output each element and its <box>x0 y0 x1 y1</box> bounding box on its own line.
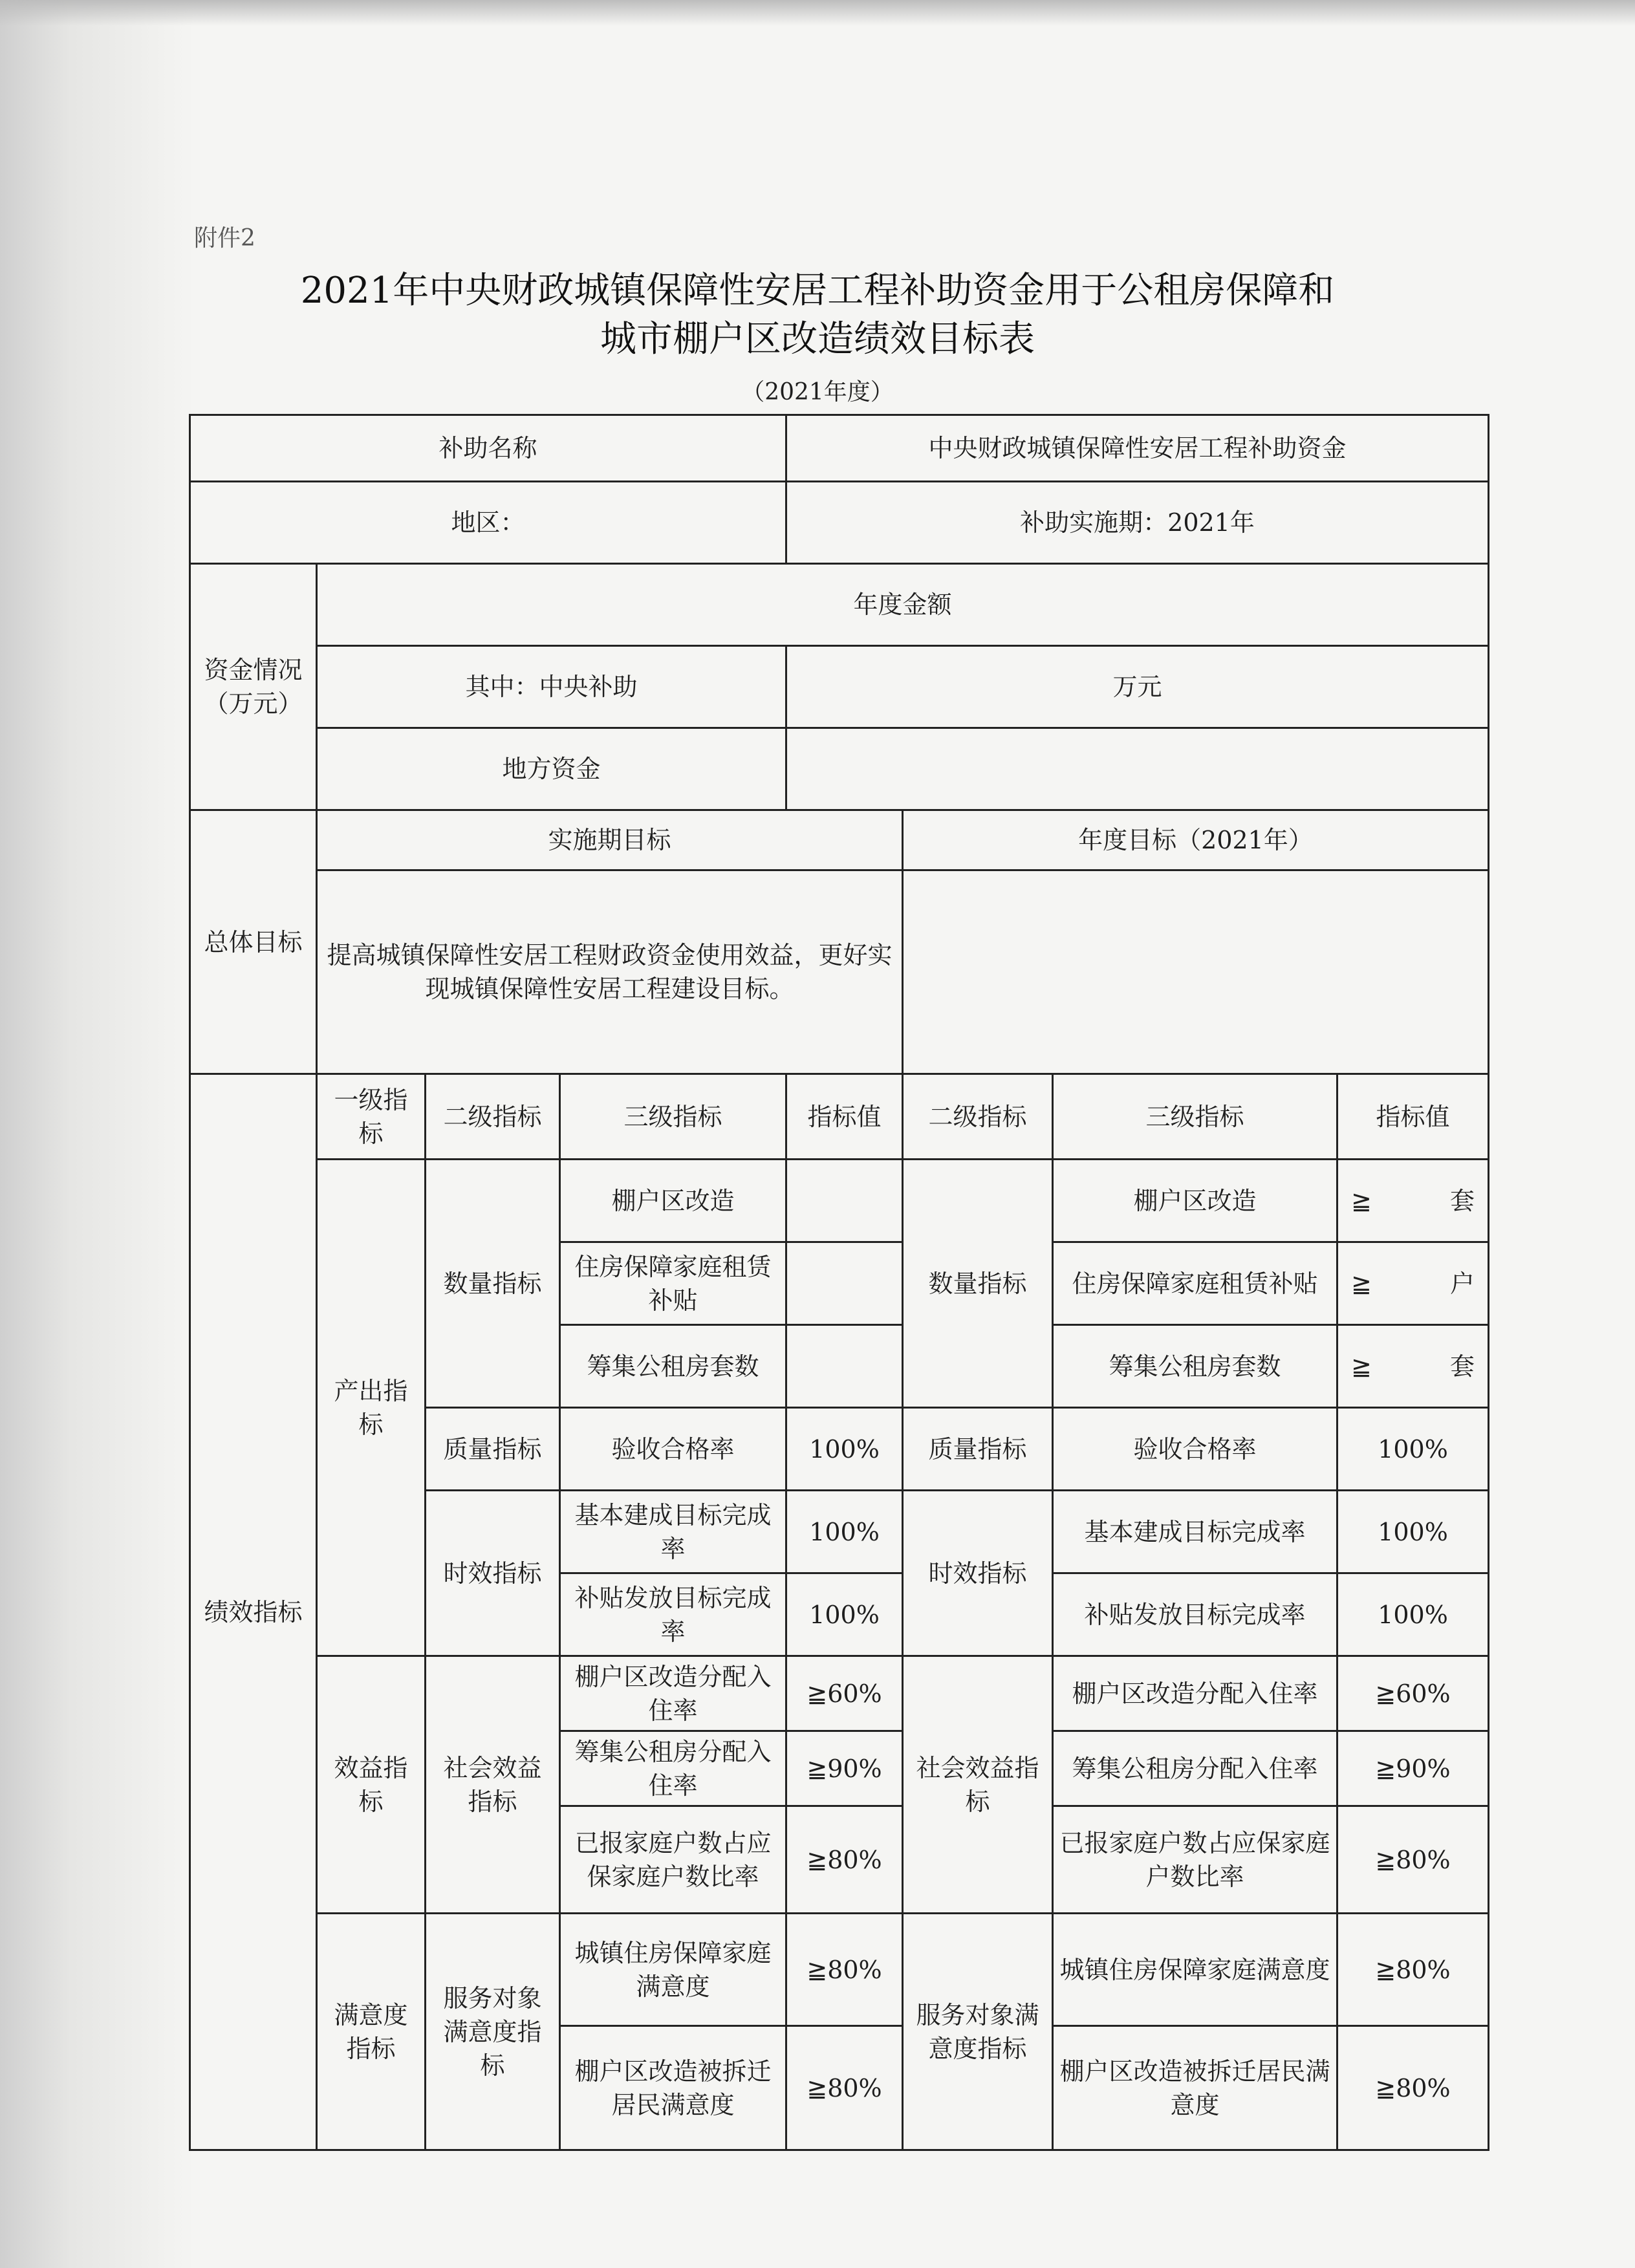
period-value-cell: ≧80% <box>786 1806 903 1914</box>
annual-quantity-indicators-label: 数量指标 <box>903 1160 1053 1408</box>
row-goal-content <box>190 870 1489 1074</box>
central-subsidy-label: 其中：中央补助 <box>317 646 786 728</box>
annual-value-cell: 100% <box>1337 1408 1489 1491</box>
level1-header: 一级指标 <box>317 1074 426 1160</box>
level2-header: 二级指标 <box>426 1074 560 1160</box>
output-indicators-label: 产出指标 <box>317 1160 426 1656</box>
table-row <box>190 1656 1489 1731</box>
annual-level3-cell: 验收合格率 <box>1053 1408 1337 1491</box>
annual-level3-cell: 筹集公租房套数 <box>1053 1325 1337 1408</box>
annual-level3-cell: 棚户区改造分配入住率 <box>1053 1656 1337 1731</box>
annual-level3-cell: 补贴发放目标完成率 <box>1053 1573 1337 1656</box>
gte-symbol: ≧ <box>1351 1269 1372 1298</box>
annual-value-header: 指标值 <box>1337 1074 1489 1160</box>
subsidy-name-value: 中央财政城镇保障性安居工程补助资金 <box>786 415 1489 482</box>
annual-quality-indicators-label: 质量指标 <box>903 1408 1053 1491</box>
period-value-cell <box>786 1160 903 1242</box>
unit-text: 套 <box>1450 1352 1475 1381</box>
row-subsidy-name <box>190 415 1489 482</box>
row-central-subsidy <box>190 646 1489 728</box>
funds-label: 资金情况（万元） <box>190 564 317 810</box>
satisfaction-indicators-label: 满意度指标 <box>317 1914 426 2150</box>
annual-value-cell: 100% <box>1337 1573 1489 1656</box>
annual-value-cell: ≧80% <box>1337 1806 1489 1914</box>
annual-value-cell: ≧80% <box>1337 2026 1489 2150</box>
period-level3-cell: 筹集公租房套数 <box>560 1325 786 1408</box>
period-goal-text: 提高城镇保障性安居工程财政资金使用效益，更好实现城镇保障性安居工程建设目标。 <box>317 870 903 1074</box>
period-value-cell: ≧80% <box>786 2026 903 2150</box>
annual-level3-cell: 住房保障家庭租赁补贴 <box>1053 1242 1337 1325</box>
row-goal-headers <box>190 810 1489 870</box>
timeliness-indicators-label: 时效指标 <box>426 1491 560 1656</box>
annual-value-cell <box>1337 1160 1489 1242</box>
period-value-cell: 100% <box>786 1408 903 1491</box>
unit-text: 套 <box>1450 1186 1475 1215</box>
table-row <box>190 1160 1489 1242</box>
overall-goal-label: 总体目标 <box>190 810 317 1074</box>
local-funds-label: 地方资金 <box>317 728 786 810</box>
annual-level3-cell: 基本建成目标完成率 <box>1053 1491 1337 1573</box>
annual-value-cell: ≧80% <box>1337 1914 1489 2026</box>
implementation-period: 补助实施期：2021年 <box>786 482 1489 564</box>
annual-level3-cell: 已报家庭户数占应保家庭户数比率 <box>1053 1806 1337 1914</box>
annual-level3-header: 三级指标 <box>1053 1074 1337 1160</box>
period-level3-cell: 筹集公租房分配入住率 <box>560 1731 786 1806</box>
benefit-indicators-label: 效益指标 <box>317 1656 426 1914</box>
local-funds-value <box>786 728 1489 810</box>
document-title-line-1: 2021年中央财政城镇保障性安居工程补助资金用于公租房保障和 <box>300 270 1335 312</box>
gte-symbol: ≧ <box>1351 1352 1372 1381</box>
period-level3-cell: 棚户区改造分配入住率 <box>560 1656 786 1731</box>
level3-header: 三级指标 <box>560 1074 786 1160</box>
annual-value-cell: 100% <box>1337 1491 1489 1573</box>
annual-amount-label: 年度金额 <box>317 564 1489 646</box>
document-title-line-2: 城市棚户区改造绩效目标表 <box>600 318 1035 360</box>
period-goal-header: 实施期目标 <box>317 810 903 870</box>
row-local-funds <box>190 728 1489 810</box>
period-value-cell: ≧60% <box>786 1656 903 1731</box>
region-label: 地区： <box>190 482 786 564</box>
period-value-cell <box>786 1242 903 1325</box>
annual-level3-cell: 棚户区改造 <box>1053 1160 1337 1242</box>
annual-value-cell <box>1337 1242 1489 1325</box>
central-subsidy-unit: 万元 <box>786 646 1489 728</box>
annual-goal-text <box>903 870 1489 1074</box>
period-level3-cell: 棚户区改造 <box>560 1160 786 1242</box>
period-value-cell: 100% <box>786 1573 903 1656</box>
annual-level2-header: 二级指标 <box>903 1074 1053 1160</box>
period-level3-cell: 验收合格率 <box>560 1408 786 1491</box>
row-indicator-headers <box>190 1074 1489 1160</box>
period-level3-cell: 城镇住房保障家庭满意度 <box>560 1914 786 2026</box>
subsidy-name-label: 补助名称 <box>190 415 786 482</box>
period-level3-cell: 已报家庭户数占应保家庭户数比率 <box>560 1806 786 1914</box>
performance-goal-table <box>189 414 1489 2151</box>
period-level3-cell: 住房保障家庭租赁补贴 <box>560 1242 786 1325</box>
annual-value-cell: ≧60% <box>1337 1656 1489 1731</box>
unit-text: 户 <box>1450 1269 1475 1298</box>
period-level3-cell: 基本建成目标完成率 <box>560 1491 786 1573</box>
quantity-indicators-label: 数量指标 <box>426 1160 560 1408</box>
annual-timeliness-indicators-label: 时效指标 <box>903 1491 1053 1656</box>
period-value-cell: 100% <box>786 1491 903 1573</box>
table-row <box>190 1914 1489 2026</box>
period-value-cell: ≧90% <box>786 1731 903 1806</box>
row-annual-amount <box>190 564 1489 646</box>
value-header: 指标值 <box>786 1074 903 1160</box>
annual-level3-cell: 筹集公租房分配入住率 <box>1053 1731 1337 1806</box>
annual-service-satisfaction-indicators-label: 服务对象满意度指标 <box>903 1914 1053 2150</box>
service-satisfaction-indicators-label: 服务对象满意度指标 <box>426 1914 560 2150</box>
social-benefit-indicators-label: 社会效益指标 <box>426 1656 560 1914</box>
period-level3-cell: 补贴发放目标完成率 <box>560 1573 786 1656</box>
annual-value-cell <box>1337 1325 1489 1408</box>
annual-social-benefit-indicators-label: 社会效益指标 <box>903 1656 1053 1914</box>
performance-indicators-label: 绩效指标 <box>190 1074 317 2150</box>
period-value-cell <box>786 1325 903 1408</box>
annual-goal-header: 年度目标（2021年） <box>903 810 1489 870</box>
annual-level3-cell: 城镇住房保障家庭满意度 <box>1053 1914 1337 2026</box>
attachment-label: 附件2 <box>194 225 255 252</box>
period-value-cell: ≧80% <box>786 1914 903 2026</box>
annual-value-cell: ≧90% <box>1337 1731 1489 1806</box>
period-level3-cell: 棚户区改造被拆迁居民满意度 <box>560 2026 786 2150</box>
gte-symbol: ≧ <box>1351 1186 1372 1215</box>
quality-indicators-label: 质量指标 <box>426 1408 560 1491</box>
annual-level3-cell: 棚户区改造被拆迁居民满意度 <box>1053 2026 1337 2150</box>
year-note: （2021年度） <box>741 379 894 405</box>
scan-top-shadow <box>0 0 1635 26</box>
row-region <box>190 482 1489 564</box>
